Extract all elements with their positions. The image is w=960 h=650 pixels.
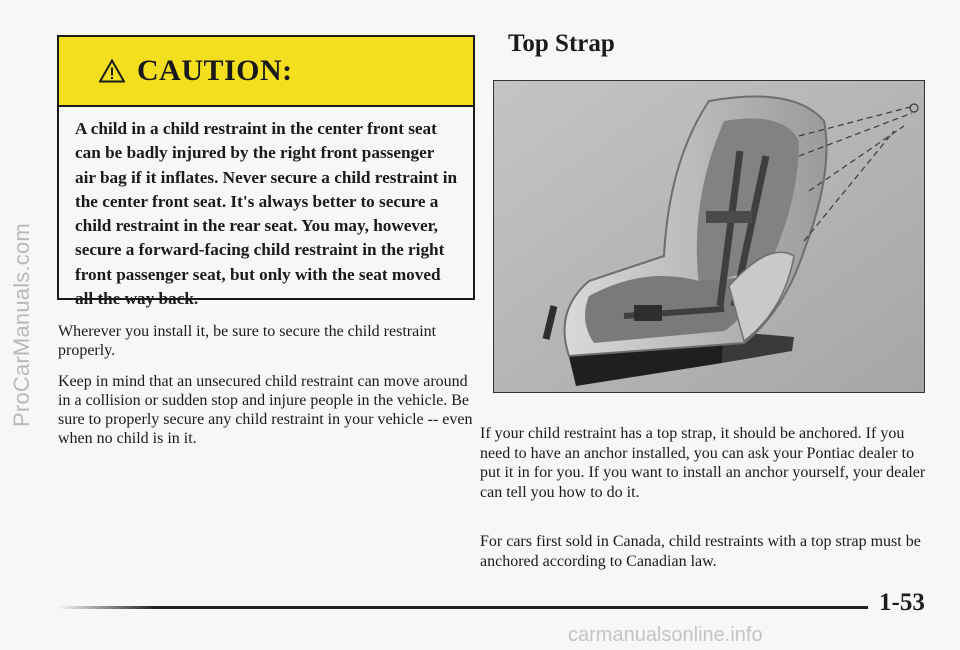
caution-header: [59, 37, 473, 107]
top-strap-heading: Top Strap: [508, 30, 615, 57]
warning-triangle-icon: [99, 59, 125, 83]
page-number: 1-53: [879, 589, 925, 616]
footer-rule: [58, 606, 868, 609]
secure-properly-paragraph: Wherever you install it, be sure to secure the child restraint properly.: [58, 323, 437, 359]
top-strap-anchor-paragraph: If your child restraint has a top strap, it should be anchored. If you need to have an anchor installed, you can ask your Pontiac dealer to put it in for you. If you want to install an anchor yourself, your dealer can tell you how to do it.: [480, 425, 926, 501]
side-watermark-text: ProCarManuals.com: [9, 223, 35, 427]
caution-box: [57, 35, 475, 309]
child-seat-illustration: [493, 80, 925, 393]
side-watermark: [4, 0, 40, 650]
canada-law-paragraph: For cars first sold in Canada, child restraints with a top strap must be anchored according to Canadian law.: [480, 533, 921, 570]
unsecured-restraint-paragraph: Keep in mind that an unsecured child restraint can move around in a collision or sudden stop and injure people in the vehicle. Be sure to properly secure any child restraint in your vehicle -- even when no child is in it.: [58, 373, 473, 447]
bottom-watermark: carmanualsonline.info: [568, 624, 763, 646]
caution-title: CAUTION:: [137, 54, 293, 87]
caution-text: A child in a child restraint in the center front seat can be badly injured by the right front passenger air bag if it inflates. Never secure a child restraint in the center front seat. It's always better to secure a child restraint in the rear seat. You may, however, secure a forward-facing child restraint in the right front passenger seat, but only with the seat moved all the way back.: [75, 119, 458, 309]
child-seat-drawing: [494, 81, 925, 393]
